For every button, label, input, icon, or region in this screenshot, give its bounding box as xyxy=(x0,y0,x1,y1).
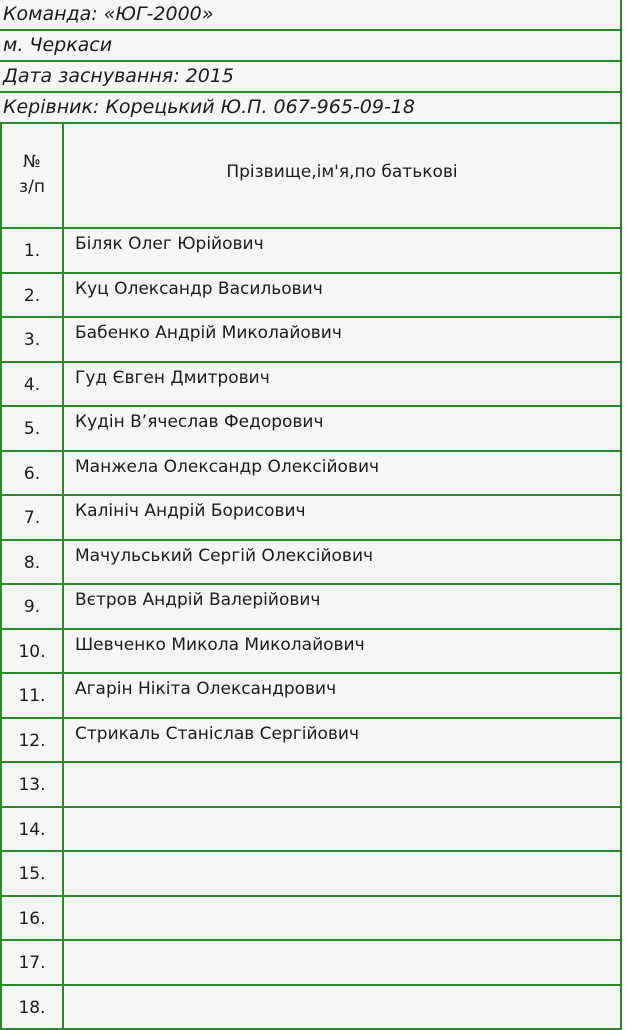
row-number: 8. xyxy=(0,541,64,584)
player-name: Куц Олександр Васильович xyxy=(64,274,622,317)
row-number: 17. xyxy=(0,941,64,984)
row-number: 11. xyxy=(0,674,64,717)
table-row xyxy=(0,363,622,408)
table-row xyxy=(0,630,622,675)
page-right-margin xyxy=(622,0,630,1024)
player-name: Мачульський Сергій Олексійович xyxy=(64,541,622,584)
column-header-name: Прізвище,ім'я,по батькові xyxy=(64,124,622,227)
column-header-number xyxy=(0,124,64,227)
player-name: Гуд Євген Дмитрович xyxy=(64,363,622,406)
column-header-number-symbol: № xyxy=(2,150,62,175)
table-row xyxy=(0,897,622,942)
player-name: Вєтров Андрій Валерійович xyxy=(64,585,622,628)
player-name: Бабенко Андрій Миколайович xyxy=(64,318,622,361)
table-header-row xyxy=(0,124,622,229)
player-name xyxy=(64,852,622,895)
row-number: 1. xyxy=(0,229,64,272)
table-row xyxy=(0,763,622,808)
city: м. Черкаси xyxy=(3,34,112,56)
table-row xyxy=(0,274,622,319)
player-name: Калініч Андрій Борисович xyxy=(64,496,622,539)
player-name: Шевченко Микола Миколайович xyxy=(64,630,622,673)
table-row xyxy=(0,719,622,764)
row-number: 15. xyxy=(0,852,64,895)
row-number: 10. xyxy=(0,630,64,673)
table-row xyxy=(0,496,622,541)
table-row xyxy=(0,941,622,986)
city-row xyxy=(0,31,622,62)
row-number: 3. xyxy=(0,318,64,361)
player-name: Кудін В’ячеслав Федорович xyxy=(64,407,622,450)
player-name xyxy=(64,941,622,984)
table-row xyxy=(0,852,622,897)
player-name: Манжела Олександр Олексійович xyxy=(64,452,622,495)
table-row xyxy=(0,407,622,452)
row-number: 2. xyxy=(0,274,64,317)
player-name: Стрикаль Станіслав Сергійович xyxy=(64,719,622,762)
team-name-row xyxy=(0,0,622,31)
row-number: 18. xyxy=(0,986,64,1029)
table-row xyxy=(0,585,622,630)
table-row xyxy=(0,318,622,363)
row-number: 7. xyxy=(0,496,64,539)
row-number: 12. xyxy=(0,719,64,762)
row-number: 13. xyxy=(0,763,64,806)
founded-date: Дата заснування: 2015 xyxy=(3,65,234,87)
table-row xyxy=(0,808,622,853)
row-number: 9. xyxy=(0,585,64,628)
founded-row xyxy=(0,62,622,93)
player-name: Біляк Олег Юрійович xyxy=(64,229,622,272)
manager-contact: Керівник: Корецький Ю.П. 067-965-09-18 xyxy=(3,96,415,118)
table-row xyxy=(0,541,622,586)
table-row xyxy=(0,229,622,274)
team-name: Команда: «ЮГ-2000» xyxy=(3,3,214,25)
row-number: 16. xyxy=(0,897,64,940)
column-header-number-abbr: з/п xyxy=(2,175,62,200)
row-number: 6. xyxy=(0,452,64,495)
player-name xyxy=(64,897,622,940)
row-number: 4. xyxy=(0,363,64,406)
row-number: 5. xyxy=(0,407,64,450)
table-row xyxy=(0,452,622,497)
table-row xyxy=(0,986,622,1030)
table-row xyxy=(0,674,622,719)
player-name: Агарін Нікіта Олександрович xyxy=(64,674,622,717)
row-number: 14. xyxy=(0,808,64,851)
player-name xyxy=(64,986,622,1029)
manager-row xyxy=(0,93,622,124)
player-name xyxy=(64,763,622,806)
player-name xyxy=(64,808,622,851)
